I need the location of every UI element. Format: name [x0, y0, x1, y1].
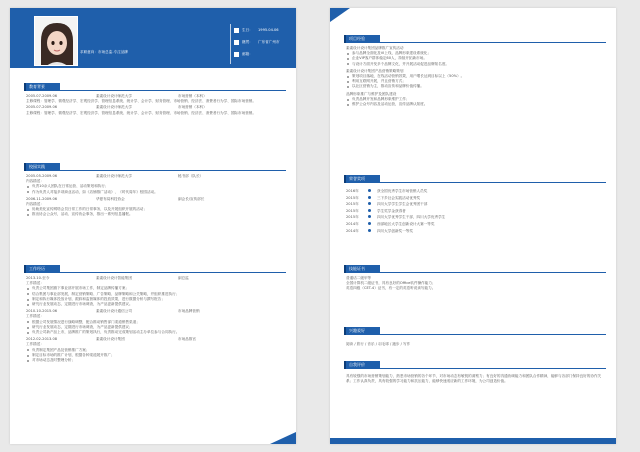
honor-text: 三下乡社会实践活动优秀奖 [377, 195, 421, 200]
honor-item [346, 208, 606, 215]
content-label: 内容描述： [26, 179, 44, 184]
honor-year: 2015年 [346, 215, 359, 220]
timeline-dot [368, 189, 371, 192]
section-rule [60, 90, 286, 91]
edu-major: 市场营销（本科） [178, 94, 207, 98]
list-item: 利用互联网开展，并且营销方式； [346, 79, 606, 84]
email-line [234, 48, 280, 60]
honor-item [346, 214, 606, 221]
honor-year: 2015年 [346, 195, 359, 200]
hometown-label: 籍贯： [242, 39, 253, 44]
timeline-dot [368, 215, 371, 218]
timeline-dot [368, 196, 371, 199]
list-item: 制定和执行媒体投放计划，跟踪和监督媒体的投放效果，进行数据分析与撰写报告； [26, 297, 286, 302]
section-header [344, 34, 606, 44]
section-body [24, 92, 286, 116]
section-title: 教育背景 [24, 83, 60, 91]
self-eval-text: 具有较强的市场营销策划能力，熟悉市场营销的各个环节，对市场动态有敏锐的洞察力；有良好的沟通协调能力和团队合作精神，能够与各部门保持良好的协作关系；工作认真负责，具有较强的学习能力和抗压能力，能够快速适应新的工作环境，为公司创造价值。 [346, 374, 602, 384]
work-role: 市场品牌营销 [178, 309, 200, 314]
campus-section [24, 162, 286, 218]
list-item: 作为负责人对接多项商业活动，如《店铺推广活动》、《时代周年》校园活动。 [26, 190, 286, 195]
section-body [24, 274, 286, 363]
project-heading: 素素设计设计集团产品营销策略策划 [346, 68, 404, 73]
list-item: 策划项目落地，在线活动营销效果，用户增长达到目标以上（50%）。 [346, 74, 606, 79]
list-item: 协助美化宣传网络会员日常工作的日常事务，以及开展组织开展的活动； [26, 207, 286, 212]
bullet-icon [234, 40, 239, 45]
work-company: 素素设计设计智能集团 [96, 276, 132, 280]
section-rule [380, 42, 606, 43]
profile-photo [34, 16, 78, 66]
honor-item [346, 195, 606, 202]
content-label: 内容描述： [26, 202, 44, 207]
honor-item [346, 188, 606, 195]
work-role: 市场品推官 [178, 337, 196, 342]
list-item: 研究行业发展动态，定期进行市场调查，为产品更新提供建议； [26, 325, 286, 330]
contact-info [234, 24, 280, 60]
honors-section [344, 174, 606, 234]
honor-item [346, 201, 606, 208]
honor-text: 四川大学优秀学生干部，四川大学优秀学生 [377, 215, 446, 220]
resume-page-2 [330, 8, 616, 444]
list-item: 负责公司集团旗下事业部开展市场工作，制定品牌传播方案； [26, 286, 286, 291]
cert-line: 英语四级（CET-4）证书，有一定的英语听说读写能力。 [346, 286, 436, 291]
honor-year: 2016年 [346, 189, 359, 193]
section-header [344, 174, 606, 184]
timeline-dot [368, 209, 371, 212]
birthday-label: 生日： [242, 27, 253, 32]
section-body [344, 184, 606, 234]
list-item: 研究行业发展动态，定期进行市场调查，为产品更新提供建议。 [26, 302, 286, 307]
list-item: 负责10余人团队在日常运营、活动策划和执行； [26, 184, 286, 189]
resume-page-1 [10, 8, 296, 444]
list-item: 负责公司新产品上市，品牌推广的策划执行，负责推动完成策划活动主办单位参与合同执行。 [26, 330, 286, 335]
list-item: 维护公众号内容及活动运营，宣传品牌认知度。 [346, 102, 606, 107]
honor-year: 2014年 [346, 221, 359, 226]
timeline-dot [368, 222, 371, 225]
resume-header [10, 8, 296, 68]
job-intent: 求职意向：市场总监-专注品牌 [80, 50, 129, 54]
list-item: 对市场动态及时整理分析； [26, 358, 286, 363]
hometown-line [234, 36, 280, 48]
section-header [24, 82, 286, 92]
campus-org: 华夏布局科技协会 [96, 196, 125, 201]
campus-org: 素素设计设计师范大学 [96, 174, 132, 178]
section-rule [60, 272, 286, 273]
section-rule [380, 272, 606, 273]
honor-year: 2015年 [346, 202, 359, 207]
section-title: 技能证书 [344, 265, 380, 273]
section-header [344, 326, 606, 336]
email-label: 邮箱： [242, 51, 253, 56]
footer-bar [330, 438, 616, 444]
list-item: 推出协会公众号，活动、宣传协会事务，推出一系列信息播报。 [26, 212, 286, 217]
edu-date: 2005.07-2009.06 [26, 105, 58, 110]
honor-year: 2015年 [346, 208, 359, 213]
section-body [24, 172, 286, 218]
honor-text: 学生奖学金获得者 [377, 208, 406, 213]
section-title: 项目经验 [344, 35, 380, 43]
honor-item [346, 228, 606, 235]
projects-section [344, 34, 606, 107]
section-rule [380, 368, 606, 369]
section-rule [380, 182, 606, 183]
education-section [24, 82, 286, 116]
section-rule [380, 334, 606, 335]
edu-desc: 主修课程：管理学、微观经济学、宏观经济学、管理信息系统、统计学、会计学、财务管理、市场营销、经济法、消费者行为学、国际市场营销。 [26, 99, 256, 104]
list-item: 根据公司发展情况进行战略调整，配合推动销售部门渠道销售渠道； [26, 320, 286, 325]
work-date: 2012.02-2013.08 [26, 337, 58, 342]
edu-desc: 主修课程：管理学、微观经济学、宏观经济学、管理信息系统、统计学、会计学、财务管理、市场营销、经济法、消费者行为学、国际市场营销。 [26, 110, 256, 115]
bullet-icon [234, 28, 239, 33]
work-company: 素素设计设计集团 [96, 337, 125, 342]
hobbies-section [344, 326, 606, 347]
timeline-dot [368, 202, 371, 205]
section-rule [60, 170, 286, 171]
list-item: 负责品牌开发和品牌形象维护工作； [346, 97, 606, 102]
timeline-dot [368, 229, 371, 232]
certs-section [344, 264, 606, 292]
edu-school: 素素设计设计师范大学 [96, 94, 132, 98]
birthday-line [234, 24, 280, 36]
section-header [344, 264, 606, 274]
section-title: 自我评价 [344, 361, 380, 369]
bullet-icon [234, 52, 239, 57]
edu-major: 市场营销（本科） [178, 105, 207, 110]
work-date: 2013.10-至今 [26, 276, 50, 280]
campus-role: 秘书部（队长） [178, 174, 204, 178]
cert-line: 普通话二级甲等 [346, 276, 372, 280]
work-company: 素素设计设计通信公司 [96, 309, 132, 314]
section-body [344, 370, 606, 384]
section-body [344, 274, 606, 292]
header-divider [230, 24, 231, 64]
project-heading: 品牌形象推广与维护及团队建设 [346, 91, 397, 96]
edu-date: 2005.07-2009.06 [26, 94, 58, 98]
list-item: 负责制定集团产品及营销推广方案； [26, 348, 286, 353]
list-item: 以社区营销为主，推动宣传和品牌价值传播。 [346, 84, 606, 89]
campus-role: 副会长/宣传部长 [178, 196, 205, 201]
section-header [24, 264, 286, 274]
list-item: 结合集团与事业部发展，制定营销策略、广告策略、品牌策略和公关策略，并组织推进执行； [26, 292, 286, 297]
honor-item [346, 221, 606, 228]
hobbies-text: 阅读 / 旅行 / 音乐 / 羽毛球 / 跑步 / 写作 [346, 342, 411, 346]
birthday-value: 1995.04.06 [258, 28, 279, 32]
content-label: 工作描述： [26, 281, 44, 286]
project-heading: 素素设计设计集团品牌推广宣传活动 [346, 46, 404, 50]
section-title: 兴趣爱好 [344, 327, 380, 335]
section-body [344, 336, 606, 347]
work-date: 2010.10-2015.06 [26, 309, 58, 314]
content-label: 工作描述： [26, 314, 44, 319]
list-item: 与设计方面开发多个品牌文化，并开展活动促进品牌知名度。 [346, 62, 606, 67]
list-item: 制定目标市场的推广计划，根据各种渠道展开推广； [26, 353, 286, 358]
cert-line: 全国计算机二级证书，具有良好的Office软件操作能力； [346, 281, 436, 286]
hometown-value: 广东省广州市 [258, 39, 280, 44]
honor-text: 获全国优秀学生市场营销人员奖 [377, 189, 428, 193]
section-header [24, 162, 286, 172]
corner-decoration [330, 8, 350, 22]
honor-text: 西部地区大学生创新设计大赛一等奖 [377, 221, 435, 226]
list-item: 参与品牌全面化及VI上线，品牌形象建设系统化； [346, 51, 606, 56]
section-header [344, 360, 606, 370]
content-label: 工作描述： [26, 342, 44, 347]
work-section [24, 264, 286, 363]
honor-year: 2014年 [346, 228, 359, 233]
corner-decoration [270, 432, 296, 444]
honor-text: 四川大学学生学生会优秀团干部 [377, 202, 428, 207]
list-item: 企业VIP客户群体稳定60人，持续开拓新市场。 [346, 56, 606, 61]
campus-date: 2006.11-2009.06 [26, 196, 58, 201]
work-role: 副总监 [178, 276, 189, 280]
section-title: 荣誉奖项 [344, 175, 380, 183]
section-body [344, 44, 606, 107]
edu-school: 素素设计设计师范大学 [96, 105, 132, 110]
honor-text: 四川大学创新奖一等奖 [377, 228, 413, 233]
campus-date: 2005.05-2009.06 [26, 174, 58, 178]
section-title: 工作经历 [24, 265, 60, 273]
self-eval-section [344, 360, 606, 384]
section-title: 校园实践 [24, 163, 60, 171]
